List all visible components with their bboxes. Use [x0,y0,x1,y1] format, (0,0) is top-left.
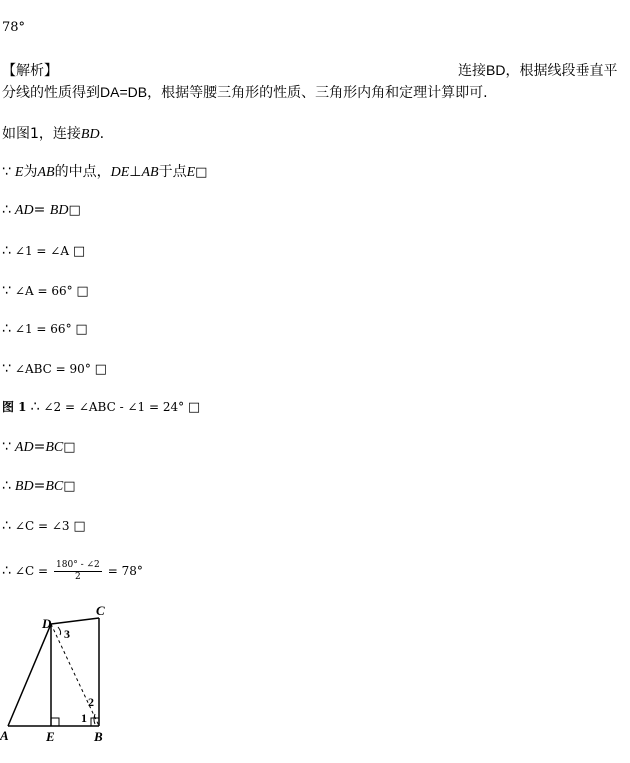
segment-ad [8,624,51,726]
therefore-symbol: ∴ [2,321,11,337]
solution-step [2,398,200,416]
step-text: BC [45,440,64,455]
segment-bd [51,624,99,726]
final-rhs: = 78° [107,564,143,579]
step-text: □ [76,284,89,299]
angle-arc-3 [58,627,61,635]
solution-step [2,517,86,535]
step-text: DE [110,165,130,180]
step-text: ∠1 = 66° [14,322,76,336]
final-numerator: 180° - ∠2 [56,560,100,570]
label-b: B [94,729,103,744]
step-text: = [33,478,46,494]
solution-step [2,477,76,495]
summary-end: . [483,85,488,101]
because-symbol: ∵ [2,439,11,455]
answer-value: 78° [2,20,26,35]
because-symbol: ∵ [2,283,11,299]
therefore-symbol: ∴ [30,399,40,415]
geometry-figure [0,600,130,760]
solution-intro [2,123,104,143]
step-text: ∠ABC = 90° [14,362,95,376]
step-text: □ [187,400,201,415]
step-text: AD [14,203,34,218]
label-c: C [96,603,105,618]
step-text: BD [49,203,69,218]
solution-step [2,201,81,219]
summary-text-3: 分线的性质得到 [2,85,100,101]
step-text: ∠A = 66° [14,284,77,298]
step-text: ∠2 = ∠ABC - ∠1 = 24° [43,400,188,414]
step-text: AB [37,165,55,180]
step-text: ⊥ [129,164,142,180]
step-text: □ [63,479,76,494]
solution-step [2,360,107,378]
angle-label-3: 3 [64,627,70,641]
final-denominator: 2 [75,572,81,582]
figure-caption: 图 1 [2,400,27,414]
step-text: □ [195,165,208,180]
therefore-symbol: ∴ [2,518,11,534]
right-angle-b [91,718,99,726]
intro-bd: BD [80,127,100,142]
step-text: E [186,165,196,180]
therefore-symbol: ∴ [2,243,11,259]
label-d: D [42,616,52,631]
summary-text-2: ，根据线段垂直平 [505,63,618,79]
step-text: □ [72,244,86,259]
summary-dadb: DA=DB [100,84,148,100]
angle-label-2: 2 [88,695,94,709]
step-text: = [33,439,46,455]
summary-bd: BD [486,62,506,78]
therefore-symbol: ∴ [2,478,11,494]
solution-step [2,242,85,260]
because-symbol: ∵ [2,164,11,180]
step-text: 为 [23,164,38,180]
angle-arc-2 [94,714,95,724]
segment-dc [51,618,99,624]
analysis-summary-line2 [2,82,488,102]
intro-end: . [99,126,105,142]
intro-text: 如图1，连接 [2,126,81,142]
right-angle-e [51,718,59,726]
analysis-summary-line1 [458,60,617,80]
summary-text-4: ，根据等腰三角形的性质、三角形内角和定理计算即可 [147,85,484,101]
step-text: 的中点， [54,164,111,180]
step-text: BC [45,479,64,494]
label-e: E [46,729,55,744]
solution-step [2,161,207,181]
analysis-heading: 【解析】 [2,63,58,79]
label-a: A [0,728,9,743]
step-text: AD [14,440,34,455]
solution-step [2,282,89,300]
step-text: = [33,202,50,218]
therefore-symbol: ∴ [2,202,11,218]
angle-label-1: 1 [81,711,87,725]
step-text: □ [63,440,76,455]
solution-step [2,320,88,338]
final-fraction [54,560,102,583]
step-text: BD [14,479,34,494]
step-text: □ [68,203,81,218]
step-text: 于点 [158,164,187,180]
summary-text-1: 连接 [458,63,486,79]
step-text: AB [141,165,159,180]
therefore-symbol: ∴ [2,563,11,580]
step-text: □ [94,362,107,377]
solution-step [2,438,76,456]
step-text: □ [73,519,86,534]
because-symbol: ∵ [2,361,11,377]
step-text: E [14,165,24,180]
final-step [2,560,143,583]
step-text: ∠1 = ∠A [14,244,73,258]
step-text: □ [75,322,88,337]
step-text: ∠C = ∠3 [14,519,74,533]
final-lhs: ∠C = [14,564,49,579]
